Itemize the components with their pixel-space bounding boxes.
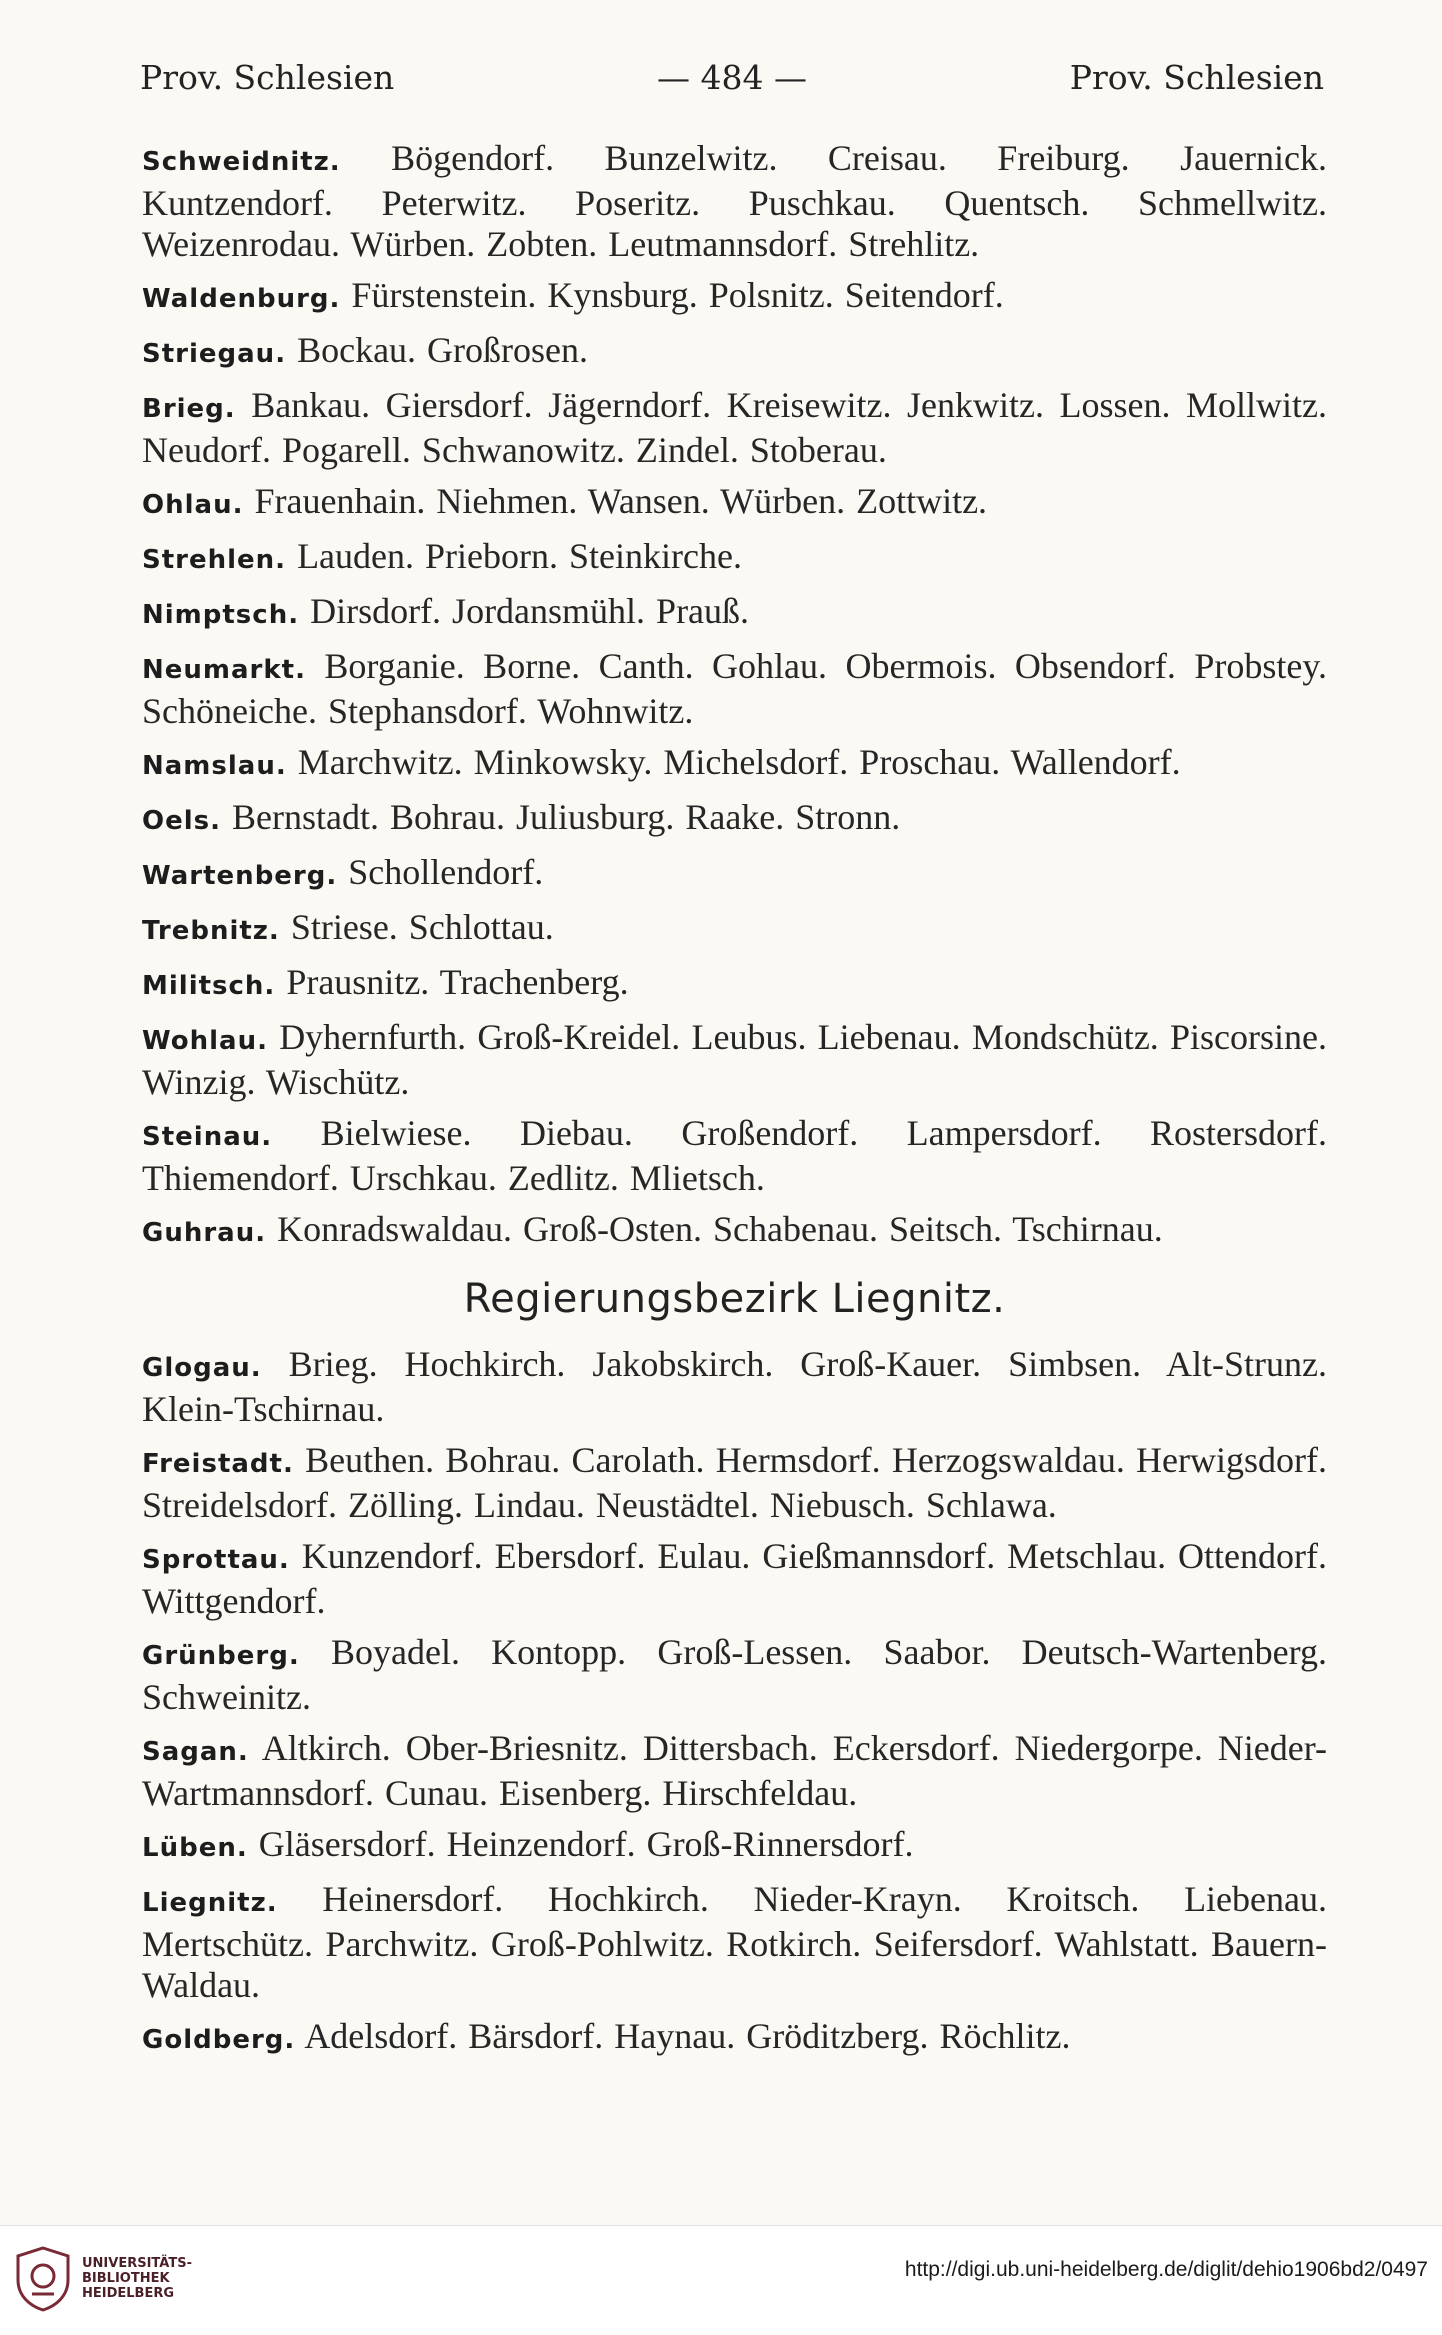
district-entry bbox=[142, 1824, 1327, 1869]
district-name: Brieg. bbox=[142, 394, 236, 424]
place-list: Lauden. Prieborn. Steinkirche. bbox=[297, 536, 742, 576]
district-name: Steinau. bbox=[142, 1122, 273, 1152]
place-list: Dirsdorf. Jordansmühl. Prauß. bbox=[310, 591, 750, 631]
place-list: Boyadel. Kontopp. Groß-Lessen. Saabor. Deutsch-Wartenberg. Schweinitz. bbox=[142, 1632, 1328, 1717]
district-name: Sagan. bbox=[142, 1737, 249, 1767]
place-list: Fürstenstein. Kynsburg. Polsnitz. Seitendorf. bbox=[351, 275, 1004, 315]
place-list: Striese. Schlottau. bbox=[290, 907, 554, 947]
place-list: Altkirch. Ober-Briesnitz. Dittersbach. Eckersdorf. Niedergorpe. Nieder-Wartmannsdorf. Cunau. Eisenberg. Hirschfeldau. bbox=[142, 1728, 1328, 1813]
district-name: Trebnitz. bbox=[142, 916, 280, 946]
district-entry bbox=[142, 1879, 1327, 2006]
footer-bar bbox=[0, 2225, 1442, 2335]
district-entry bbox=[142, 2016, 1327, 2061]
district-entry bbox=[142, 797, 1327, 842]
entries-part-1 bbox=[142, 138, 1327, 1254]
district-entry bbox=[142, 907, 1327, 952]
logo-line: HEIDELBERG bbox=[82, 2286, 175, 2301]
district-name: Ohlau. bbox=[142, 490, 244, 520]
district-name: Waldenburg. bbox=[142, 284, 341, 314]
place-list: Prausnitz. Trachenberg. bbox=[286, 962, 629, 1002]
place-list: Marchwitz. Minkowsky. Michelsdorf. Proschau. Wallendorf. bbox=[297, 742, 1181, 782]
place-list: Brieg. Hochkirch. Jakobskirch. Groß-Kauer. Simbsen. Alt-Strunz. Klein-Tschirnau. bbox=[142, 1344, 1327, 1429]
district-entry bbox=[142, 1209, 1327, 1254]
district-entry bbox=[142, 330, 1327, 375]
district-entry bbox=[142, 591, 1327, 636]
district-name: Glogau. bbox=[142, 1353, 262, 1383]
district-name: Goldberg. bbox=[142, 2025, 296, 2055]
place-list: Heinersdorf. Hochkirch. Nieder-Krayn. Kroitsch. Liebenau. Mertschütz. Parchwitz. Groß-Pohlwitz. Rotkirch. Seifersdorf. Wahlstatt. Bauern-Waldau. bbox=[142, 1879, 1327, 2005]
district-entry bbox=[142, 275, 1327, 320]
place-list: Schollendorf. bbox=[348, 852, 544, 892]
district-name: Strehlen. bbox=[142, 545, 287, 575]
header-right-title: Prov. Schlesien bbox=[1069, 58, 1324, 97]
place-list: Beuthen. Bohrau. Carolath. Hermsdorf. Herzogswaldau. Herwigsdorf. Streidelsdorf. Zölling. Lindau. Neustädtel. Niebusch. Schlawa. bbox=[142, 1440, 1328, 1525]
place-list: Bockau. Großrosen. bbox=[297, 330, 589, 370]
district-entry bbox=[142, 962, 1327, 1007]
logo-line: BIBLIOTHEK bbox=[82, 2271, 170, 2286]
district-name: Wartenberg. bbox=[142, 861, 338, 891]
district-entry bbox=[142, 1632, 1327, 1718]
district-entry bbox=[142, 742, 1327, 787]
district-name: Striegau. bbox=[142, 339, 287, 369]
district-name: Oels. bbox=[142, 806, 222, 836]
district-entry bbox=[142, 1440, 1327, 1526]
district-entry bbox=[142, 1113, 1327, 1199]
district-entry bbox=[142, 481, 1327, 526]
district-entry bbox=[142, 1017, 1327, 1103]
district-name: Lüben. bbox=[142, 1833, 248, 1863]
place-list: Gläsersdorf. Heinzendorf. Groß-Rinnersdorf. bbox=[258, 1824, 914, 1864]
district-name: Freistadt. bbox=[142, 1449, 294, 1479]
place-list: Dyhernfurth. Groß-Kreidel. Leubus. Liebenau. Mondschütz. Piscorsine. Winzig. Wischütz. bbox=[142, 1017, 1327, 1102]
district-entry bbox=[142, 1344, 1327, 1430]
district-name: Liegnitz. bbox=[142, 1888, 278, 1918]
source-url-link[interactable]: http://digi.ub.uni-heidelberg.de/diglit/dehio1906bd2/0497 bbox=[904, 2258, 1428, 2281]
place-list: Borganie. Borne. Canth. Gohlau. Obermois. Obsendorf. Probstey. Schöneiche. Stephansdorf. Wohnwitz. bbox=[142, 646, 1327, 731]
district-name: Namslau. bbox=[142, 751, 287, 781]
place-list: Adelsdorf. Bärsdorf. Haynau. Gröditzberg. Röchlitz. bbox=[304, 2016, 1071, 2056]
district-entry bbox=[142, 138, 1327, 265]
logo-text bbox=[82, 2256, 192, 2301]
district-entry bbox=[142, 852, 1327, 897]
district-name: Guhrau. bbox=[142, 1218, 267, 1248]
district-name: Wohlau. bbox=[142, 1026, 268, 1056]
section-title: Regierungsbezirk Liegnitz. bbox=[463, 1276, 1006, 1322]
page-number: — 484 — bbox=[657, 58, 807, 97]
district-entry bbox=[142, 536, 1327, 581]
place-list: Bernstadt. Bohrau. Juliusburg. Raake. Stronn. bbox=[232, 797, 901, 837]
district-name: Grünberg. bbox=[142, 1641, 300, 1671]
library-seal-icon bbox=[14, 2246, 72, 2312]
entries-list bbox=[142, 138, 1327, 2071]
place-list: Bögendorf. Bunzelwitz. Creisau. Freiburg. Jauernick. Kuntzendorf. Peterwitz. Poseritz. Puschkau. Quentsch. Schmellwitz. Weizenrodau. Würben. Zobten. Leutmannsdorf. Strehlitz. bbox=[142, 138, 1328, 264]
running-header bbox=[140, 58, 1324, 102]
district-entry bbox=[142, 385, 1327, 471]
library-logo[interactable] bbox=[14, 2246, 204, 2316]
entries-part-2 bbox=[142, 1344, 1327, 2061]
place-list: Bielwiese. Diebau. Großendorf. Lampersdorf. Rostersdorf. Thiemendorf. Urschkau. Zedlitz. Mlietsch. bbox=[142, 1113, 1328, 1198]
district-entry bbox=[142, 646, 1327, 732]
district-entry bbox=[142, 1728, 1327, 1814]
place-list: Frauenhain. Niehmen. Wansen. Würben. Zottwitz. bbox=[254, 481, 988, 521]
district-name: Sprottau. bbox=[142, 1545, 290, 1575]
header-left-title: Prov. Schlesien bbox=[140, 58, 395, 97]
place-list: Bankau. Giersdorf. Jägerndorf. Kreisewitz. Jenkwitz. Lossen. Mollwitz. Neudorf. Pogarell. Schwanowitz. Zindel. Stoberau. bbox=[142, 385, 1327, 470]
place-list: Kunzendorf. Ebersdorf. Eulau. Gießmannsdorf. Metschlau. Ottendorf. Wittgendorf. bbox=[142, 1536, 1327, 1621]
district-name: Militsch. bbox=[142, 971, 276, 1001]
district-name: Schweidnitz. bbox=[142, 147, 341, 177]
district-entry bbox=[142, 1536, 1327, 1622]
district-name: Nimptsch. bbox=[142, 600, 300, 630]
place-list: Konradswaldau. Groß-Osten. Schabenau. Seitsch. Tschirnau. bbox=[277, 1209, 1163, 1249]
district-name: Neumarkt. bbox=[142, 655, 306, 685]
logo-line: UNIVERSITÄTS- bbox=[82, 2256, 192, 2271]
